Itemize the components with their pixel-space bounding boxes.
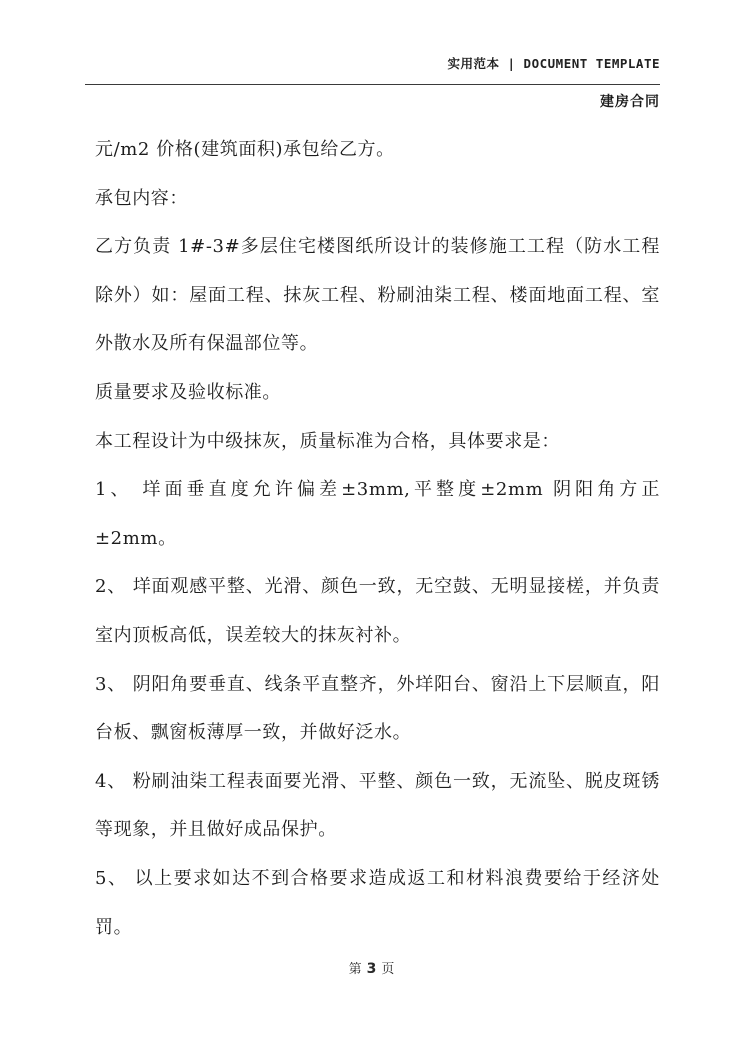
paragraph-quality-heading: 质量要求及验收标准。 xyxy=(95,381,281,403)
header-brand: 实用范本 | DOCUMENT TEMPLATE xyxy=(447,56,660,71)
list-item-3: 3、 阴阳角要垂直、线条平直整齐，外垟阳台、窗沿上下层顺直，阳台板、飘窗板薄厚一致，并做好泛水。 xyxy=(95,673,660,744)
list-item-5: 5、 以上要求如达不到合格要求造成返工和材料浪费要给于经济处罚。 xyxy=(95,867,660,938)
page-footer xyxy=(0,958,744,977)
list-item-4: 4、 粉刷油柒工程表面要光滑、平整、颜色一致，无流坠、脱皮斑锈等现象，并且做好成品保护。 xyxy=(95,770,660,841)
footer-suffix: 页 xyxy=(381,962,396,977)
paragraph-price: 元/m2 价格(建筑面积)承包给乙方。 xyxy=(95,139,395,160)
page-number: 3 xyxy=(366,961,378,977)
list-item-1: 1、 垟面垂直度允许偏差±3mm,平整度±2mm 阴阳角方正±2mm。 xyxy=(95,479,660,549)
footer-prefix: 第 xyxy=(348,962,363,977)
list-item-2: 2、 垟面观感平整、光滑、颜色一致，无空鼓、无明显接槎，并负责室内顶板高低，误差较大的抹灰衬补。 xyxy=(95,576,660,646)
doc-title: 建房合同 xyxy=(600,94,660,110)
paragraph-quality-intro: 本工程设计为中级抹灰，质量标准为合格，具体要求是： xyxy=(95,430,560,452)
header-divider xyxy=(85,84,660,85)
document-body xyxy=(95,126,660,952)
paragraph-contract-content-heading: 承包内容： xyxy=(95,187,188,209)
paragraph-scope: 乙方负责 1#-3#多层住宅楼图纸所设计的装修施工工程（防水工程除外）如：屋面工程、抹灰工程、粉刷油柒工程、楼面地面工程、室外散水及所有保温部位等。 xyxy=(95,236,660,355)
